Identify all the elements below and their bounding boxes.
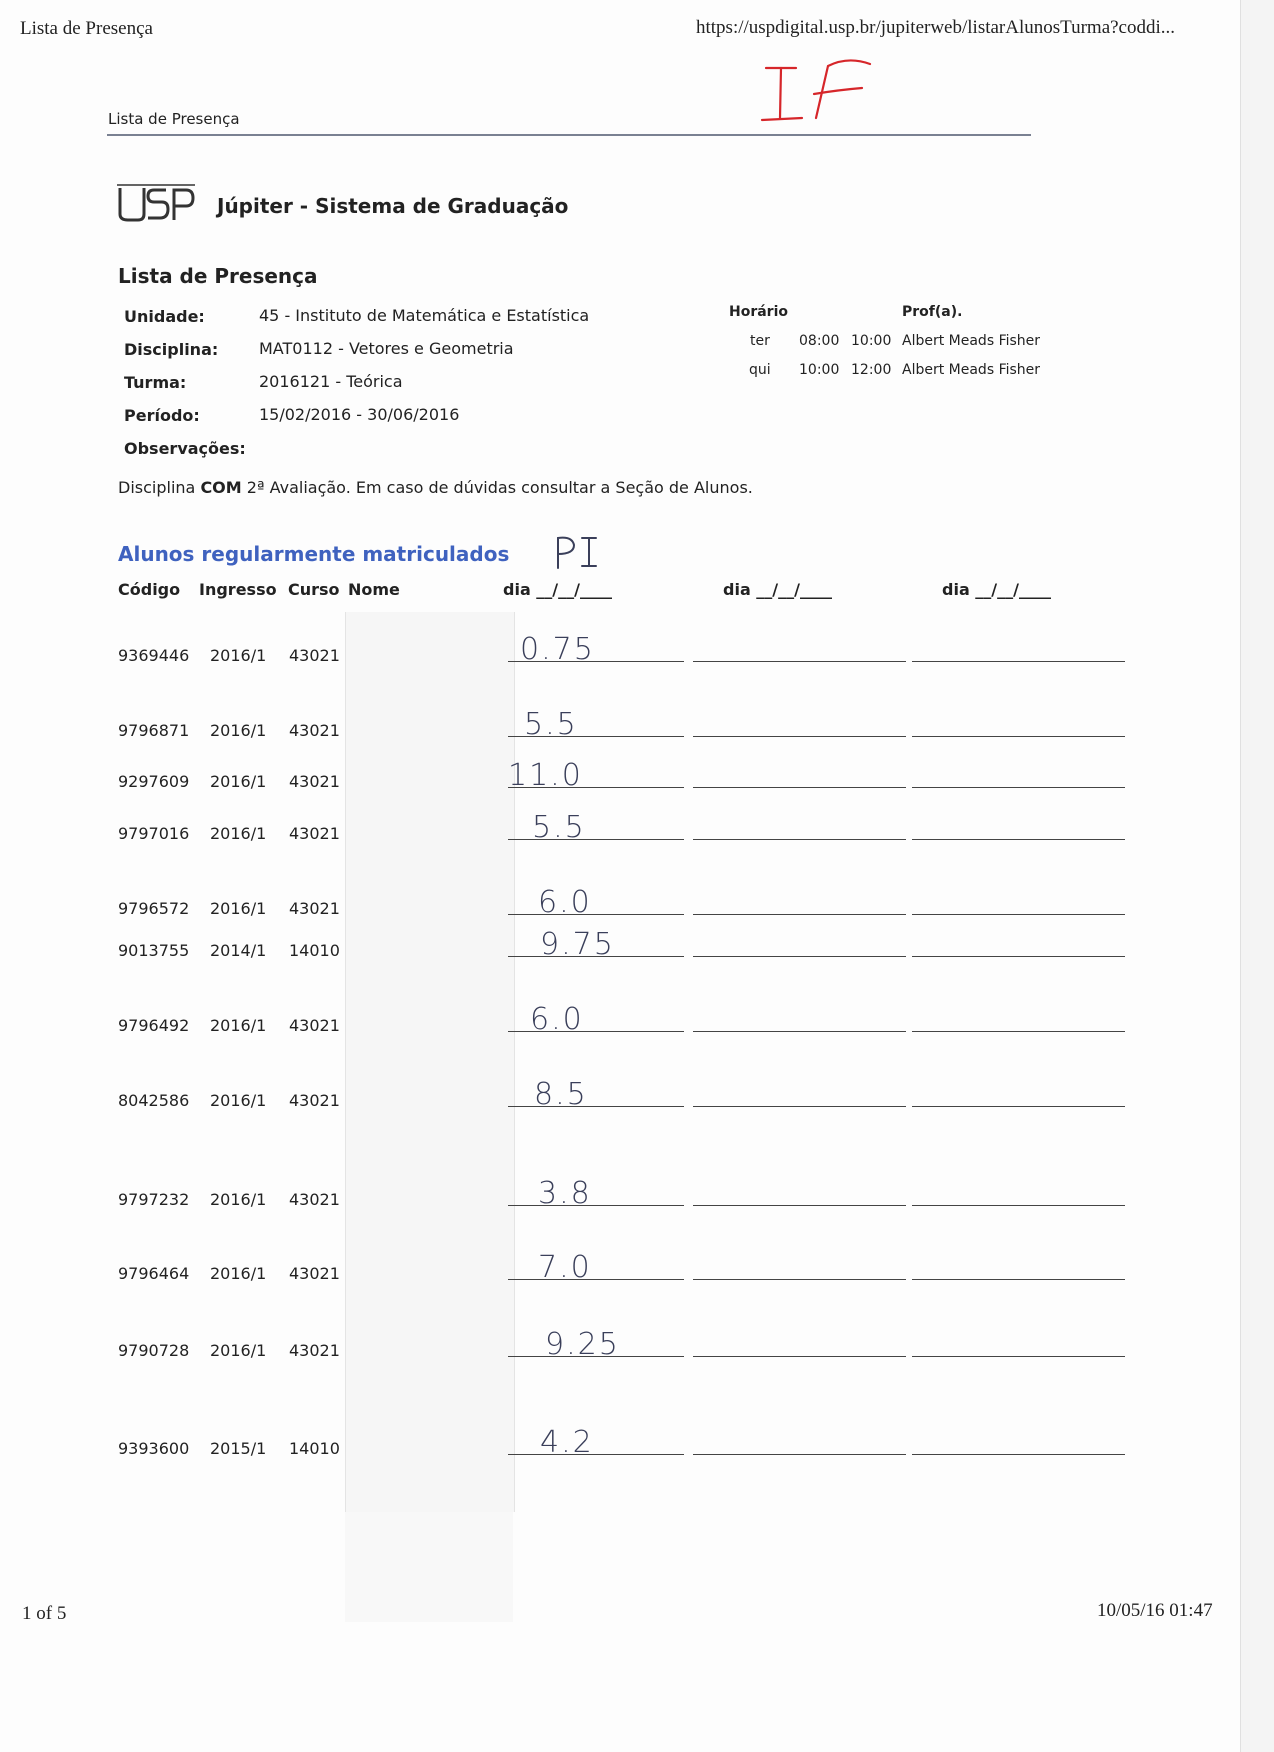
student-ingresso: 2015/1 (210, 1439, 267, 1458)
student-codigo: 9013755 (118, 941, 190, 960)
field-label-periodo: Período: (124, 406, 200, 425)
schedule-end: 10:00 (851, 333, 892, 349)
note-bold: COM (200, 478, 242, 497)
student-ingresso: 2016/1 (210, 1264, 267, 1283)
col-header-dia-1: dia __/__/____ (503, 580, 612, 599)
student-codigo: 9796464 (118, 1264, 190, 1283)
student-ingresso: 2016/1 (210, 824, 267, 843)
schedule-start: 10:00 (799, 362, 840, 378)
table-row (0, 707, 1274, 751)
student-curso: 43021 (289, 899, 340, 918)
name-column-mask-tail (345, 1512, 513, 1622)
page-indicator: 1 of 5 (22, 1603, 67, 1624)
student-curso: 43021 (289, 1341, 340, 1360)
student-curso: 14010 (289, 1439, 340, 1458)
student-codigo: 9797232 (118, 1190, 190, 1209)
student-ingresso: 2014/1 (210, 941, 267, 960)
dia-3-line (912, 1106, 1125, 1107)
student-curso: 43021 (289, 1016, 340, 1035)
student-ingresso: 2016/1 (210, 772, 267, 791)
app-title: Júpiter - Sistema de Graduação (217, 194, 569, 218)
dia-1-line (508, 1454, 684, 1455)
dia-2-line (693, 1205, 906, 1206)
print-header-url[interactable]: https://uspdigital.usp.br/jupiterweb/listarAlunosTurma?coddi... (696, 17, 1176, 38)
student-codigo: 9369446 (118, 646, 190, 665)
student-codigo: 9796492 (118, 1016, 190, 1035)
student-ingresso: 2016/1 (210, 1016, 267, 1035)
dia-2-line (693, 1454, 906, 1455)
table-row (0, 885, 1274, 929)
table-row (0, 632, 1274, 676)
dia-2-line (693, 956, 906, 957)
dia-3-line (912, 1454, 1125, 1455)
student-codigo: 9796871 (118, 721, 190, 740)
dia-2-line (693, 1356, 906, 1357)
student-ingresso: 2016/1 (210, 1091, 267, 1110)
dia-2-line (693, 1106, 906, 1107)
handwritten-grade: 8.5 (534, 1077, 588, 1112)
dia-2-line (693, 736, 906, 737)
student-codigo: 9797016 (118, 824, 190, 843)
field-label-unidade: Unidade: (124, 307, 205, 326)
handwritten-grade: 4.2 (540, 1425, 594, 1460)
section-title: Lista de Presença (118, 264, 318, 288)
col-header-ingresso: Ingresso (199, 580, 277, 599)
schedule-day: qui (749, 362, 771, 378)
handwritten-pi-label (552, 532, 600, 572)
dia-2-line (693, 1031, 906, 1032)
print-timestamp: 10/05/16 01:47 (1097, 1600, 1213, 1621)
student-codigo: 9790728 (118, 1341, 190, 1360)
dia-3-line (912, 1356, 1125, 1357)
handwritten-grade: 0.75 (520, 632, 595, 667)
handwritten-grade: 6.0 (530, 1002, 584, 1037)
dia-2-line (693, 839, 906, 840)
table-row (0, 1002, 1274, 1046)
note-prefix: Disciplina (118, 478, 196, 497)
schedule-horario-header: Horário (729, 304, 789, 320)
student-curso: 43021 (289, 824, 340, 843)
handwritten-grade: 7.0 (538, 1250, 592, 1285)
schedule-day: ter (750, 333, 770, 349)
dia-1-line (508, 914, 684, 915)
table-row (0, 810, 1274, 854)
student-codigo: 9796572 (118, 899, 190, 918)
handwritten-grade: 6.0 (538, 885, 592, 920)
field-label-observacoes: Observações: (124, 439, 246, 458)
scan-page-edge (1240, 0, 1274, 1752)
handwritten-grade: 5.5 (524, 707, 578, 742)
col-header-curso: Curso (288, 580, 340, 599)
students-heading: Alunos regularmente matriculados (118, 542, 510, 566)
col-header-codigo: Código (118, 580, 181, 599)
student-ingresso: 2016/1 (210, 646, 267, 665)
field-value-disciplina: MAT0112 - Vetores e Geometria (259, 339, 514, 358)
dia-3-line (912, 914, 1125, 915)
dia-3-line (912, 736, 1125, 737)
student-ingresso: 2016/1 (210, 899, 267, 918)
header-divider (107, 134, 1031, 136)
handwritten-grade: 9.25 (545, 1327, 620, 1362)
dia-3-line (912, 1279, 1125, 1280)
dia-3-line (912, 1205, 1125, 1206)
field-label-disciplina: Disciplina: (124, 340, 219, 359)
handwritten-if-mark (758, 58, 898, 130)
student-curso: 43021 (289, 1264, 340, 1283)
dia-2-line (693, 1279, 906, 1280)
table-row (0, 1425, 1274, 1469)
print-header-title: Lista de Presença (20, 18, 153, 39)
student-ingresso: 2016/1 (210, 1190, 267, 1209)
table-row (0, 1327, 1274, 1371)
table-row (0, 927, 1274, 971)
handwritten-grade: 9.75 (540, 927, 615, 962)
dia-2-line (693, 787, 906, 788)
note-rest: 2ª Avaliação. Em caso de dúvidas consultar a Seção de Alunos. (246, 478, 753, 497)
student-ingresso: 2016/1 (210, 721, 267, 740)
field-value-periodo: 15/02/2016 - 30/06/2016 (259, 405, 460, 424)
table-row (0, 1250, 1274, 1294)
document-subtitle: Lista de Presença (108, 110, 240, 128)
dia-3-line (912, 956, 1125, 957)
dia-3-line (912, 661, 1125, 662)
schedule-start: 08:00 (799, 333, 840, 349)
student-ingresso: 2016/1 (210, 1341, 267, 1360)
dia-1-line (508, 1205, 684, 1206)
handwritten-grade: 3.8 (538, 1176, 592, 1211)
field-value-unidade: 45 - Instituto de Matemática e Estatística (259, 306, 590, 325)
student-curso: 43021 (289, 721, 340, 740)
student-curso: 43021 (289, 1091, 340, 1110)
field-value-turma: 2016121 - Teórica (259, 372, 403, 391)
student-codigo: 9297609 (118, 772, 190, 791)
course-note (118, 478, 753, 497)
usp-logo (116, 184, 196, 224)
table-row (0, 1077, 1274, 1121)
dia-3-line (912, 839, 1125, 840)
field-label-turma: Turma: (124, 373, 187, 392)
schedule-end: 12:00 (851, 362, 892, 378)
dia-2-line (693, 661, 906, 662)
student-curso: 43021 (289, 1190, 340, 1209)
dia-3-line (912, 787, 1125, 788)
student-codigo: 9393600 (118, 1439, 190, 1458)
student-codigo: 8042586 (118, 1091, 190, 1110)
col-header-dia-3: dia __/__/____ (942, 580, 1051, 599)
schedule-prof: Albert Meads Fisher (902, 333, 1041, 349)
dia-3-line (912, 1031, 1125, 1032)
student-curso: 14010 (289, 941, 340, 960)
dia-1-line (508, 1279, 684, 1280)
col-header-dia-2: dia __/__/____ (723, 580, 832, 599)
schedule-prof: Albert Meads Fisher (902, 362, 1041, 378)
student-curso: 43021 (289, 772, 340, 791)
student-curso: 43021 (289, 646, 340, 665)
handwritten-grade: 5.5 (532, 810, 586, 845)
col-header-nome: Nome (348, 580, 400, 599)
table-row (0, 758, 1274, 802)
dia-2-line (693, 914, 906, 915)
table-row (0, 1176, 1274, 1220)
handwritten-grade: 11.0 (508, 758, 583, 793)
schedule-prof-header: Prof(a). (902, 304, 963, 320)
